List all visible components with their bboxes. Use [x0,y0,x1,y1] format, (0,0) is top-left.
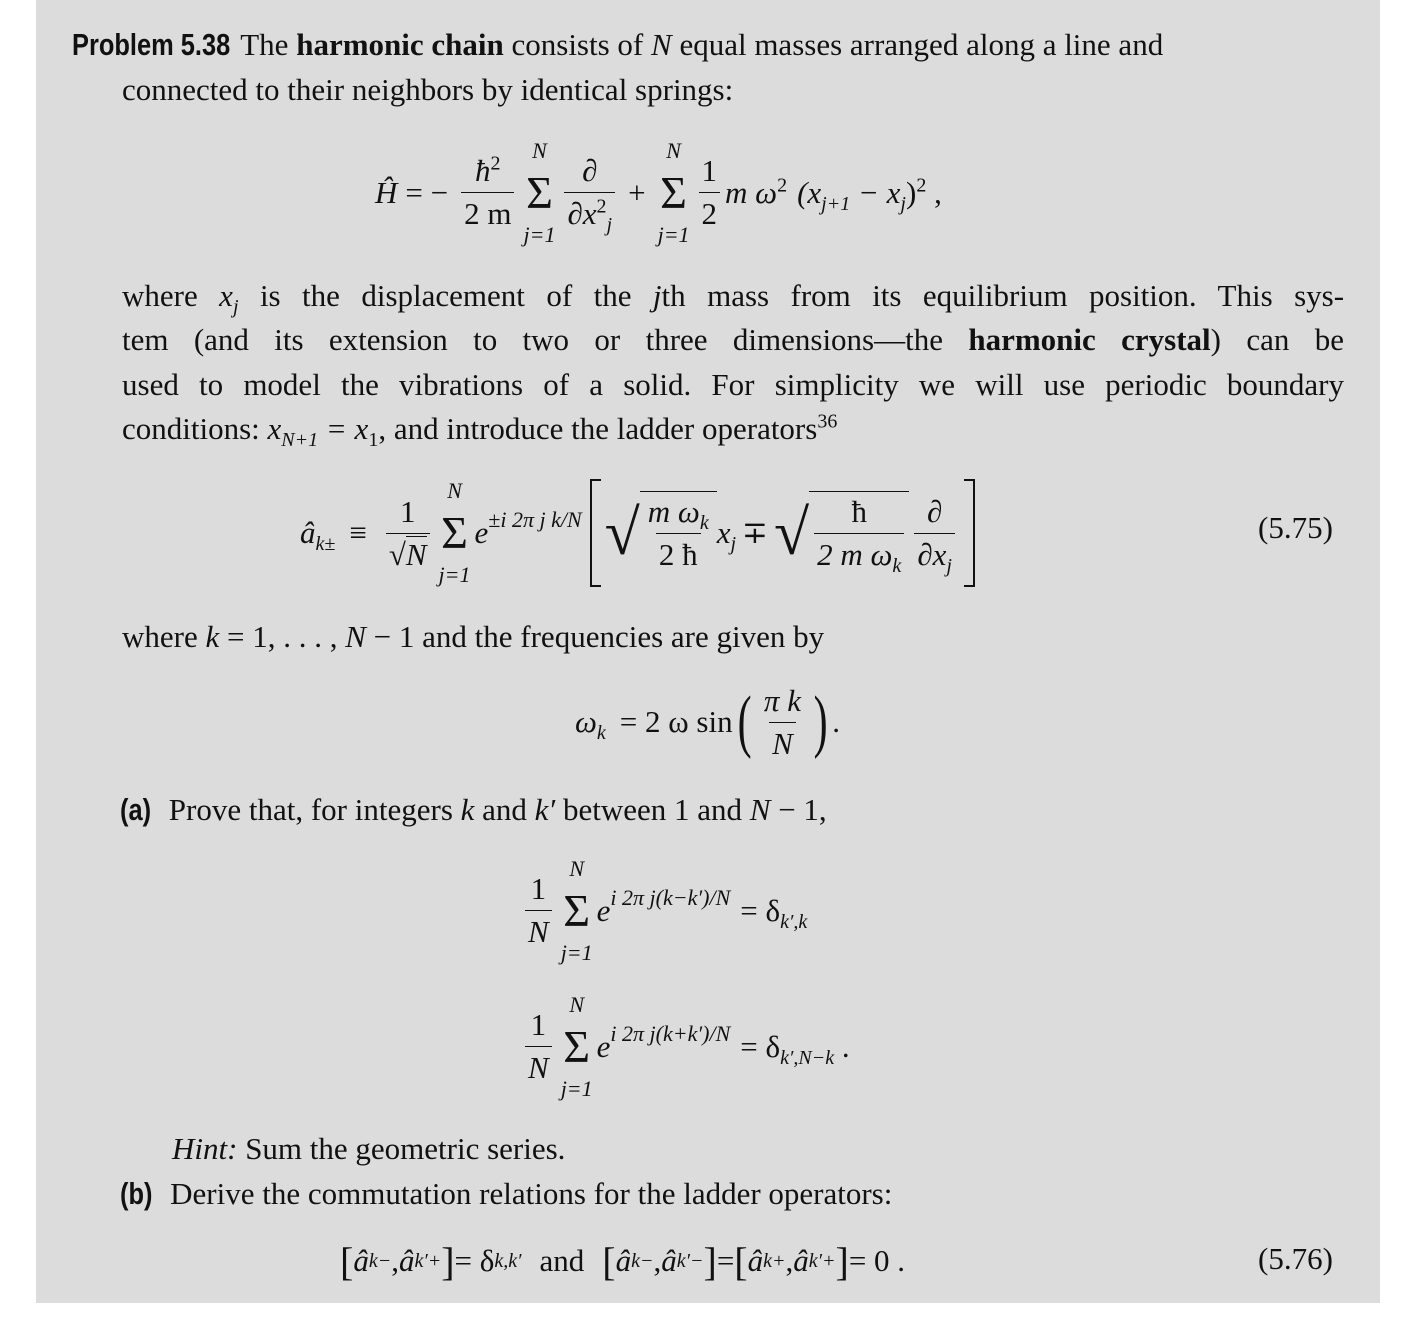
left-bracket [590,479,601,587]
math: i 2π j(k+k′)/N [610,1020,731,1046]
math: Σ [563,884,591,936]
math: √ [604,497,640,568]
problem-intro-line2: connected to their neighbors by identical springs: [122,72,734,107]
text: = 1, . . . , [219,619,346,654]
math: ) [905,174,917,210]
exponential [474,507,582,551]
sum-symbol [561,856,593,966]
math: N [569,855,585,881]
sum-symbol [658,138,690,248]
math: . [834,1028,850,1064]
term-harmonic-crystal: harmonic crystal [968,322,1211,357]
math: k′ [534,792,556,827]
math: â [793,1243,809,1278]
math: k [596,722,606,745]
math: , [391,1243,399,1278]
math: â [300,515,316,550]
fraction [914,493,955,577]
math-group [740,1028,850,1069]
math: ∂x [567,196,597,231]
math: = 0 . [848,1243,906,1278]
part-label: (b) [120,1176,153,1211]
math: 1 [368,429,379,452]
math: e [596,892,611,928]
text: and [474,792,535,827]
hamiltonian-equation [375,130,942,255]
math: j=1 [560,939,593,965]
math-group [300,515,336,556]
text: between 1 and [555,792,750,827]
text: , and introduce the ladder operators [378,411,818,446]
math: k′− [676,1250,704,1272]
math: k′+ [414,1250,442,1272]
math: , [653,1243,662,1278]
text: ) can be [1210,322,1344,357]
math: Σ [526,166,553,218]
math: 2 [699,192,721,233]
orthogonality-equation-2 [520,984,850,1109]
math: N [405,536,427,572]
hint-label: Hint: [172,1131,238,1166]
exponential [596,1020,731,1065]
text: tem (and its extension to two or three dimensions—the [122,322,969,357]
math: N [769,722,796,763]
math: x [267,411,282,446]
math: N [447,478,462,503]
paragraph-line [122,409,838,452]
paragraph-line [122,617,824,657]
text: − 1, [770,792,827,827]
paragraph-line [122,320,1344,360]
math: k′,k [780,910,808,933]
math: Σ [660,166,687,218]
math: j [946,554,952,577]
math: k [892,555,902,578]
text: The [240,27,297,62]
math: ≡ [349,515,367,550]
math: [ [734,1238,748,1284]
math: ∓ [742,515,769,550]
math: x [716,515,731,550]
sum-symbol [523,138,555,248]
math: i 2π j(k−k′)/N [610,884,731,910]
math: = δ [740,892,781,928]
math: = δ [740,1028,781,1064]
math: 1 [530,1007,547,1042]
math: N [666,137,681,163]
text: is the displacement of the [259,278,653,313]
math-group [575,704,606,745]
text: Prove that, for integers [161,792,461,827]
part-b-line [120,1174,892,1214]
part-a-line [120,790,827,830]
ladder-operator-equation [300,468,975,598]
math: j=1 [523,221,556,247]
math-N: N [651,27,672,62]
math: , [785,1243,794,1278]
math: Σ [441,507,468,558]
math: = 2 ω sin [619,704,733,739]
part-label: (a) [120,792,152,827]
fraction [525,870,552,951]
sum-symbol [561,992,593,1102]
math: k [460,792,475,827]
math: k′,N−k [780,1046,835,1069]
math: e [474,515,489,550]
math: 2 [777,174,788,197]
paragraph-line: used to model the vibrations of a solid. For simplicity we will use periodic boundary [122,367,1344,402]
math: j [232,296,239,319]
math: k− [368,1250,392,1272]
problem-intro-line1 [72,25,1344,65]
math: k [699,512,709,535]
math: m ω [725,174,778,210]
math: 2 [916,174,927,197]
math: = x [318,411,369,446]
math: 2 m [461,192,514,233]
math: â [398,1243,415,1278]
text: Derive the commutation relations for the ladder operators: [162,1176,893,1211]
text: − 1 and the frequencies are given by [365,619,825,654]
math: j [652,278,662,313]
sum-symbol [439,478,471,588]
problem-label: Problem 5.38 [72,27,231,62]
orthogonality-equation-1 [520,848,807,973]
text: th mass from its equilibrium position. This sys- [661,278,1345,313]
math: k+ [763,1250,786,1272]
math: N [749,792,771,827]
math: Ĥ [375,174,398,210]
math-group [740,892,808,933]
math: N [525,1046,552,1087]
math: . [832,704,841,739]
math: â [353,1243,369,1278]
fraction [461,152,514,233]
square-root [774,491,909,578]
text: Sum the geometric series. [237,1131,566,1166]
frequency-equation [575,672,840,772]
square-root [605,491,717,575]
math: N [569,991,585,1017]
math-group [725,174,942,215]
math: j [900,192,906,215]
fraction [525,1006,552,1087]
math: k [205,619,220,654]
math: N [525,910,552,951]
math: k− [631,1250,654,1272]
math: ħ [475,153,491,188]
text: equal masses arranged along a line and [671,27,1164,62]
math: = [716,1243,735,1278]
math: 2 m ω [817,537,893,572]
math: k± [315,533,336,556]
text: consists of [503,27,651,62]
math-group [716,515,737,556]
math: ] [835,1238,849,1284]
text: conditions: [122,411,268,446]
math: Σ [563,1020,591,1072]
math: , [926,174,942,210]
math: ±i 2π j k/N [488,507,582,532]
math: â [615,1243,632,1278]
math: (x [797,174,822,210]
math: − x [850,174,901,210]
math: [ [340,1238,354,1284]
hint-line [172,1129,565,1169]
math: â [661,1243,677,1278]
math: â [747,1243,764,1278]
equation-number: (5.76) [1258,1241,1333,1276]
equation-number: (5.75) [1258,510,1333,545]
math: [ [602,1238,616,1284]
text: where [122,619,206,654]
math: 1 [530,871,547,906]
right-bracket [964,479,975,587]
math: + [628,174,646,210]
math: ∂x [917,536,947,572]
exponential [596,884,731,929]
fraction: $\frac{\partial}{\partial x^2_j}$ [564,152,615,233]
math: k,k′ [494,1250,522,1272]
math: j+1 [821,192,851,215]
math: = − [405,174,449,210]
math: N [532,137,547,163]
math: 1 [701,153,718,188]
math: N [345,619,366,654]
text: where [122,278,220,313]
math: 1 [399,493,416,529]
math: j=1 [438,562,471,587]
fraction [699,152,721,233]
math: ] [703,1238,717,1284]
math: e [596,1028,611,1064]
math: ( [737,683,752,760]
math: 2 [490,152,501,175]
math: ) [813,683,828,760]
math: j [730,533,737,556]
term-harmonic-chain: harmonic chain [296,27,504,62]
math: j=1 [657,221,690,247]
math: = δ [454,1243,495,1278]
math: ∂ [582,153,598,188]
footnote-marker: 36 [817,410,838,433]
math: ω [575,704,597,739]
math: j=1 [560,1075,593,1101]
math: N+1 [281,429,319,452]
fraction [761,682,804,763]
commutation-equation [340,1234,905,1288]
math: π k [763,682,801,718]
math: and [539,1243,585,1278]
math: √ [774,497,810,568]
math: ] [441,1238,455,1284]
math: x [219,278,233,313]
math: m ω [647,494,700,529]
math: √ [388,536,406,572]
math: k′+ [808,1250,836,1272]
math: 2 ħ [656,533,701,574]
math: ħ [851,494,867,529]
fraction [386,493,430,574]
math: j [606,214,613,237]
math: ∂ [926,493,943,529]
paragraph-line [122,276,1345,319]
